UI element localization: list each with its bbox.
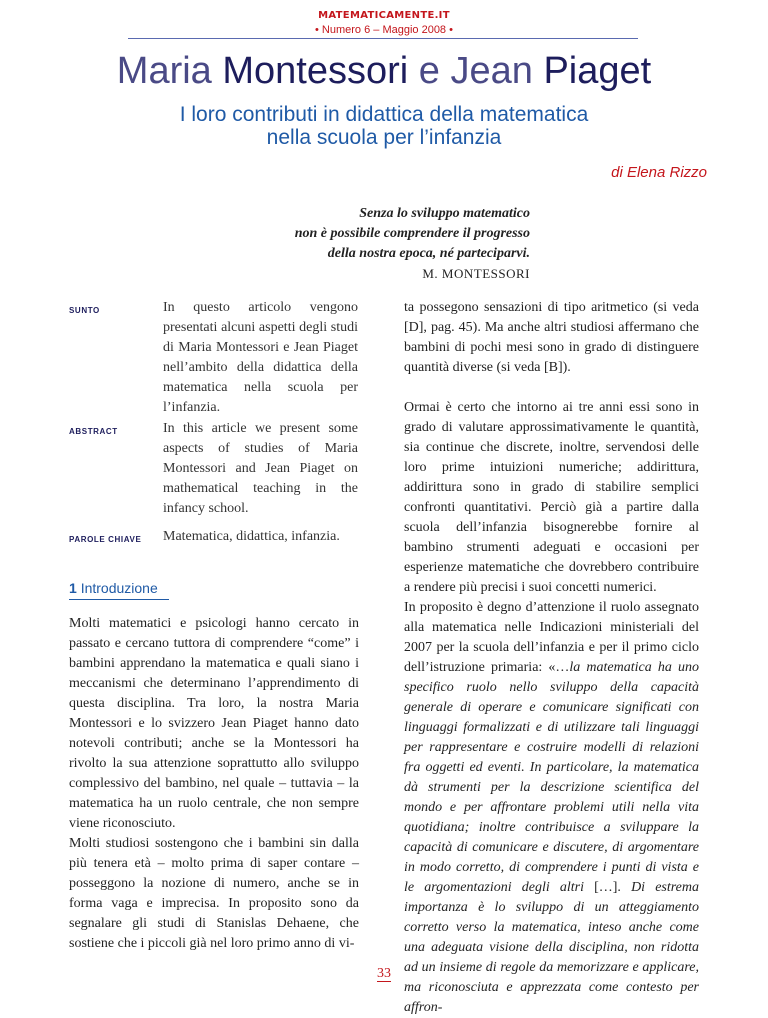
section-underline — [69, 599, 169, 600]
sunto-label: SUNTO — [69, 306, 100, 315]
abstract-label: ABSTRACT — [69, 427, 118, 436]
magazine-brand: MATEMATICAMENTE.IT — [318, 10, 450, 21]
title-part-1: Maria — [116, 50, 223, 92]
epigraph-line-2: non è possibile comprendere il progresso — [294, 226, 530, 241]
epigraph-author: M. MONTESSORI — [422, 266, 530, 281]
epigraph-line-1: Senza lo sviluppo matematico — [359, 206, 530, 221]
sunto-text: In questo articolo vengono presentati alcuni aspetti degli studi di Maria Montessori e Jean Piaget nell’ambito della didattica della matematica nella scuola per l’infanzia. — [163, 300, 358, 415]
abstract-text: In this article we present some aspects of studies of Maria Montessori and Jean Piaget on mathematical teaching in the infancy school. — [163, 421, 358, 516]
title-part-4: Piaget — [543, 50, 652, 92]
body-paragraph: ta possegono sensazioni di tipo aritmetico (si veda [D], pag. 45). Ma anche altri studiosi affermano che bambini di pochi mesi sono in grado di distinguere quantità diverse (si veda [B]). — [404, 300, 699, 375]
body-left-column — [69, 614, 359, 954]
paragraph-gap — [404, 378, 699, 398]
subtitle-line-2: nella scuola per l’infanzia — [266, 126, 502, 149]
keywords-label: PAROLE CHIAVE — [69, 535, 142, 544]
epigraph-quote — [295, 204, 530, 264]
epigraph-line-3: della nostra epoca, né parteciparvi. — [327, 246, 530, 261]
title-part-3: e Jean — [408, 50, 544, 92]
article-title — [0, 50, 768, 93]
section-number: 1 — [69, 580, 77, 596]
article-subtitle — [0, 103, 768, 149]
issue-info: • Numero 6 – Maggio 2008 • — [315, 24, 453, 36]
body-paragraph: Ormai è certo che intorno ai tre anni essi sono in grado di valutare approssimativamente le quantità, sia continue che discrete, inoltre, servendosi delle loro prime intuizioni numeriche; addirittura, addirittura sono in grado di stabilire semplici confronti quantitativi. Perciò già a partire dalla scuola dell’infanzia bisognerebbe fornire al bambino strumenti adeguati e occasioni per esperienze matematiche che dovrebbero contribuire a rendere più precisi i suoi concetti numerici. — [404, 400, 699, 595]
quote-ellipsis: […]. — [583, 880, 632, 895]
title-part-2: Montessori — [222, 50, 409, 92]
quote-intro: In proposito è degno d’attenzione il ruolo assegnato alla matematica nelle Indicazioni ministeriali del 2007 per la scuola dell’infanzia e per il primo ciclo dell’istruzione primaria: «… — [404, 600, 699, 675]
section-title: Introduzione — [80, 580, 158, 596]
quote-text-continued: Di estrema importanza è lo sviluppo di un atteggiamento corretto verso la matematica, inteso anche come una adeguata visione della disciplina, non ridotta ad un insieme di regole da memorizzare e applicare, ma riconosciuta e apprezzata come contesto per affron- — [404, 880, 699, 1015]
body-paragraph: Molti studiosi sostengono che i bambini sin dalla più tenera età – molto prima di saper contare – posseggono la nozione di numero, anche se in forma vaga e imprecisa. In proposito sono da segnalare gli studi di Stanislas Dehaene, che sostiene che i piccoli già nel loro primo anno di vi- — [69, 836, 359, 951]
quote-text: la matematica ha uno specifico ruolo nello sviluppo della capacità generale di operare e comunicare significati con linguaggi formalizzati e di utilizzare tali linguaggi per rappresentare e costruire modelli di relazioni fra oggetti ed eventi. In particolare, la matematica dà strumenti per la descrizione scientifica del mondo e per affrontare problemi utili nella vita quotidiana; inoltre contribuisce a sviluppare la capacità di comunicare e discutere, di argomentare in modo corretto, di comprendere i punti di vista e le argomentazioni degli altri — [404, 660, 699, 895]
body-paragraph-quote — [404, 598, 699, 1018]
keywords-text: Matematica, didattica, infanzia. — [163, 529, 340, 544]
subtitle-line-1: I loro contributi in didattica della matematica — [179, 103, 589, 126]
body-right-column — [404, 298, 699, 1018]
section-heading — [69, 580, 158, 596]
page-number: 33 — [377, 966, 391, 981]
article-author: di Elena Rizzo — [611, 164, 707, 181]
header-divider — [128, 38, 638, 39]
body-paragraph: Molti matematici e psicologi hanno cercato in passato e cercano tuttora di comprendere “come” i bambini apprendano la matematica e quali siano i meccanismi che determinano l’apprendimento di questa disciplina. Tra loro, la nostra Maria Montessori e lo svizzero Jean Piaget hanno dato notevoli contributi; anche se la Montessori ha rivolto la sua attenzione soprattutto allo sviluppo complessivo del bambino, nel quale – tuttavia – la matematica ha un ruolo centrale, che non sempre viene riconosciuto. — [69, 616, 359, 831]
